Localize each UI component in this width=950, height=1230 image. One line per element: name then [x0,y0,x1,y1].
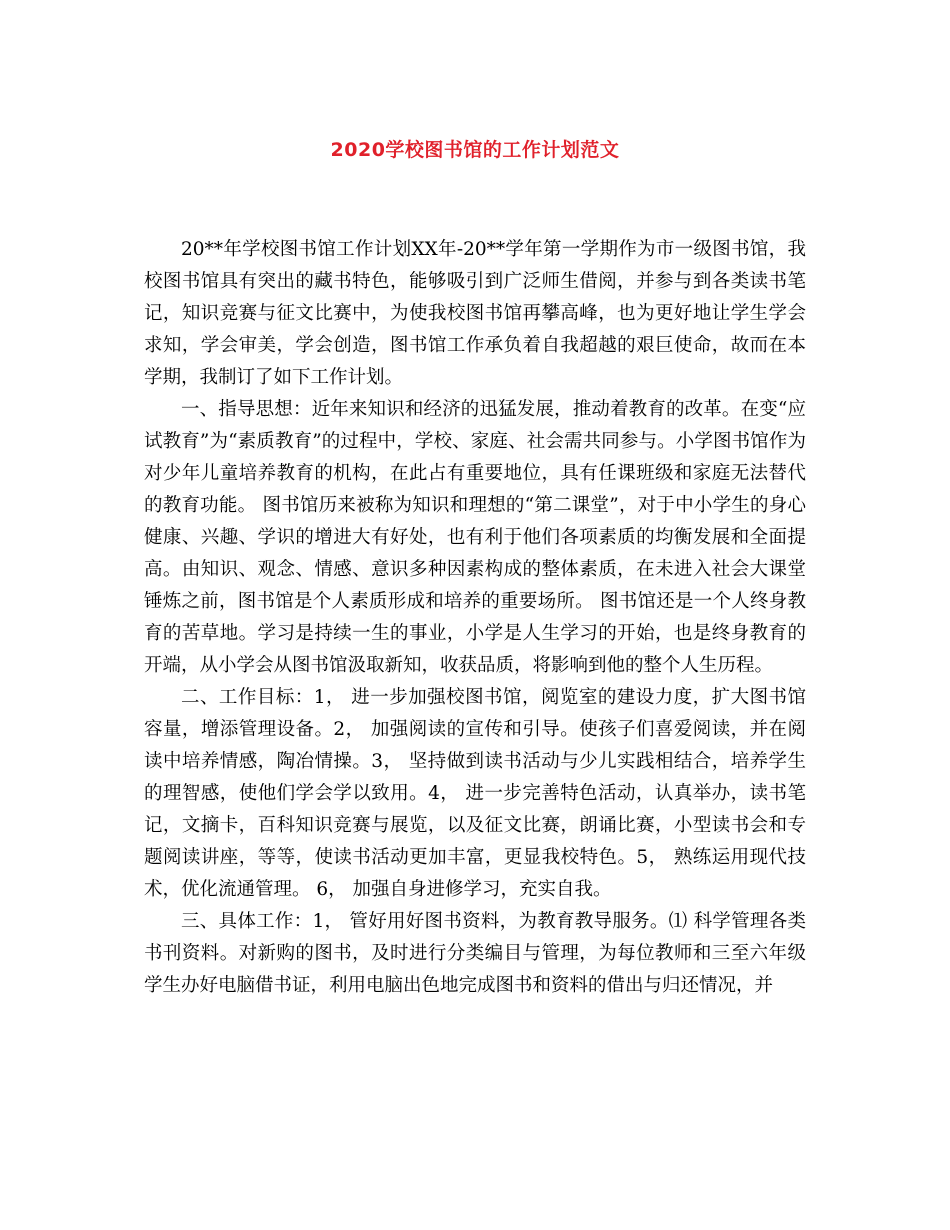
document-title: 2020学校图书馆的工作计划范文 [330,139,620,161]
paragraph-work-goals: 二、工作目标：1， 进一步加强校图书馆，阅览室的建设力度，扩大图书馆容量，增添管理设备。2， 加强阅读的宣传和引导。使孩子们喜爱阅读，并在阅读中培养情感，陶冶情操。3， 坚持做到读书活动与少儿实践相结合，培养学生的理智感，使他们学会学以致用。4， 进一步完善特色活动，认真举办，读书笔记，文摘卡，百科知识竞赛与展览，以及征文比赛，朗诵比赛，小型读书会和专题阅读讲座，等等，使读书活动更加丰富，更显我校特色。5， 熟练运用现代技术，优化流通管理。 6， 加强自身进修学习，充实自我。 [144,687,806,900]
paragraph-guiding-ideology: 一、指导思想：近年来知识和经济的迅猛发展，推动着教育的改革。在变“应试教育”为“素质教育”的过程中，学校、家庭、社会需共同参与。小学图书馆作为对少年儿童培养教育的机构，在此占有重要地位，具有任课班级和家庭无法替代的教育功能。 图书馆历来被称为知识和理想的“第二课堂”，对于中小学生的身心健康、兴趣、学识的增进大有好处，也有利于他们各项素质的均衡发展和全面提高。由知识、观念、情感、意识多种因素构成的整体素质，在未进入社会大课堂锤炼之前，图书馆是个人素质形成和培养的重要场所。 图书馆还是一个人终身教育的苦草地。学习是持续一生的事业，小学是人生学习的开始，也是终身教育的开端，从小学会从图书馆汲取新知，收获品质，将影响到他的整个人生历程。 [144,399,806,676]
paragraph-intro: 20**年学校图书馆工作计划XX年-20**学年第一学期作为市一级图书馆，我校图书馆具有突出的藏书特色，能够吸引到广泛师生借阅，并参与到各类读书笔记，知识竞赛与征文比赛中，为使我校图书馆再攀高峰，也为更好地让学生学会求知，学会审美，学会创造，图书馆工作承负着自我超越的艰巨使命，故而在本学期，我制订了如下工作计划。 [144,239,806,388]
document-body [144,234,806,1002]
paragraph-specific-work: 三、具体工作：1， 管好用好图书资料，为教育教导服务。⑴ 科学管理各类书刊资料。对新购的图书，及时进行分类编目与管理，为每位教师和三至六年级学生办好电脑借书证，利用电脑出色地完成图书和资料的借出与归还情况，并 [144,911,806,996]
